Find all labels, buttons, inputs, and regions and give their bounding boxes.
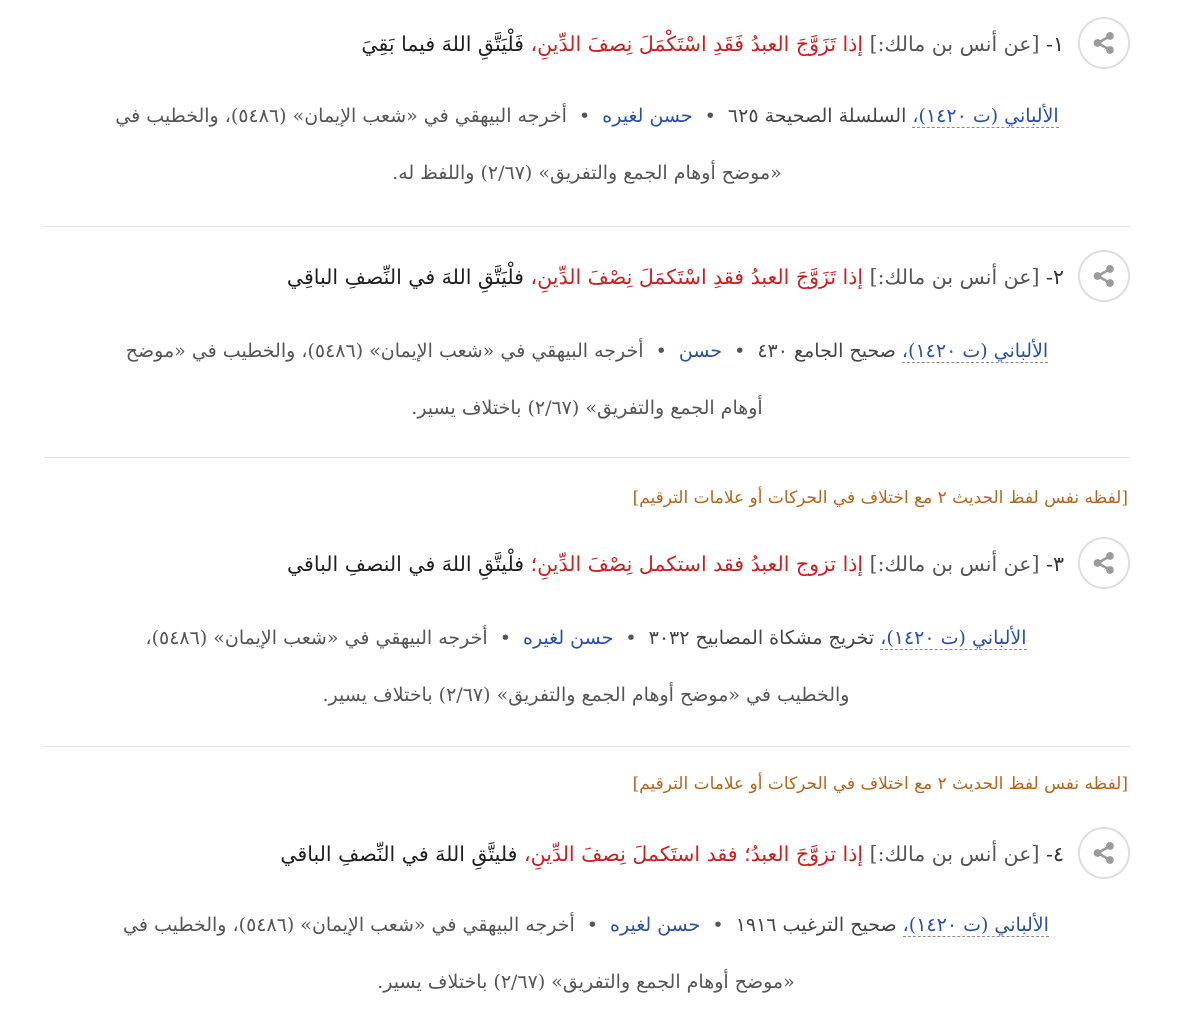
separator-dot: • [499, 627, 511, 649]
separator-dot: • [704, 105, 716, 127]
variant-note: [لفظه نفس لفظ الحديث ٢ مع اختلاف في الحركات أو علامات الترقيم] [632, 488, 1128, 508]
share-button[interactable] [1078, 250, 1130, 302]
share-button[interactable] [1078, 537, 1130, 589]
share-icon [1091, 263, 1117, 289]
takhrij-line [56, 897, 1116, 954]
hadith-results-list [44, 0, 1130, 1030]
narrator: [عن أنس بن مالك:] [869, 842, 1040, 866]
narrator: [عن أنس بن مالك:] [869, 265, 1040, 289]
takhrij-detail: أخرجه البيهقي في «شعب الإيمان» (٥٤٨٦)، والخطيب في [115, 105, 567, 127]
separator-dot: • [625, 627, 637, 649]
muhaddith-link[interactable]: الألباني (ت ١٤٢٠)، [901, 340, 1049, 362]
share-button[interactable] [1078, 17, 1130, 69]
muhaddith-link[interactable]: الألباني (ت ١٤٢٠)، [880, 627, 1027, 649]
takhrij [52, 88, 1122, 202]
hadith-rest: فَلْيَتَّقِ اللهَ فيما بَقِيَ [361, 32, 524, 56]
hadith-text [280, 839, 1064, 869]
takhrij-detail: أخرجه البيهقي في «شعب الإيمان» (٥٤٨٦)، [145, 627, 488, 649]
separator-dot: • [734, 340, 746, 362]
takhrij-continuation: والخطيب في «موضح أوهام الجمع والتفريق» (٢/٦٧) باختلاف يسير. [322, 684, 850, 706]
hadith-rest: فليتَّقِ اللهَ في النِّصفِ الباقي [280, 842, 518, 866]
muhaddith-link[interactable]: الألباني (ت ١٤٢٠)، [902, 914, 1049, 936]
book-source: السلسلة الصحيحة ٦٢٥ [727, 105, 907, 127]
hadith-entry [44, 227, 1130, 458]
hadith-entry [44, 747, 1130, 1030]
takhrij [52, 323, 1122, 437]
hadith-text [287, 549, 1064, 579]
takhrij-line [52, 88, 1122, 145]
hadith-text [361, 29, 1064, 59]
takhrij [66, 610, 1106, 724]
grade-link[interactable]: حسن [678, 340, 723, 362]
takhrij-continuation: «موضح أوهام الجمع والتفريق» (٢/٦٧) باختلاف يسير. [377, 971, 795, 993]
share-button[interactable] [1078, 827, 1130, 879]
takhrij-line [66, 610, 1106, 667]
takhrij [56, 897, 1116, 1011]
variant-note: [لفظه نفس لفظ الحديث ٢ مع اختلاف في الحركات أو علامات الترقيم] [632, 774, 1128, 794]
hadith-matn: إذا تزوَّجَ العبدُ؛ فقد استَكملَ نِصفَ الدِّينِ، [524, 842, 864, 866]
hadith-rest: فلْيتَّقِ اللهَ في النصفِ الباقي [286, 552, 525, 576]
book-source: صحيح الجامع ٤٣٠ [757, 340, 896, 362]
book-source: صحيح الترغيب ١٩١٦ [735, 914, 897, 936]
share-icon [1091, 840, 1117, 866]
hadith-number: ١- [1046, 32, 1064, 56]
narrator: [عن أنس بن مالك:] [869, 552, 1040, 576]
hadith-number: ٤- [1046, 842, 1064, 866]
share-icon [1091, 550, 1117, 576]
hadith-number: ٢- [1046, 265, 1064, 289]
share-icon [1091, 30, 1117, 56]
hadith-entry [44, 458, 1130, 747]
takhrij-continuation: «موضح أوهام الجمع والتفريق» (٢/٦٧) واللفظ له. [392, 162, 782, 184]
hadith-number: ٣- [1046, 552, 1064, 576]
takhrij-continuation: أوهام الجمع والتفريق» (٢/٦٧) باختلاف يسير. [411, 397, 763, 419]
muhaddith-link[interactable]: الألباني (ت ١٤٢٠)، [912, 105, 1059, 127]
grade-link[interactable]: حسن لغيره [602, 105, 693, 127]
hadith-text [287, 262, 1064, 292]
hadith-matn: إذا تزوج العبدُ فقد استكمل نِصْفَ الدِّينِ؛ [530, 552, 864, 576]
separator-dot: • [579, 105, 591, 127]
hadith-matn: إذا تَزَوَّجَ العبدُ فقدِ اسْتَكمَلَ نِصْفَ الدِّينِ، [530, 265, 864, 289]
grade-link[interactable]: حسن لغيره [523, 627, 614, 649]
separator-dot: • [586, 914, 598, 936]
hadith-rest: فلْيَتَّقِ اللهَ في النِّصفِ الباقِي [286, 265, 524, 289]
takhrij-detail: أخرجه البيهقي في «شعب الإيمان» (٥٤٨٦)، والخطيب في [123, 914, 575, 936]
grade-link[interactable]: حسن لغيره [610, 914, 701, 936]
narrator: [عن أنس بن مالك:] [869, 32, 1040, 56]
book-source: تخريج مشكاة المصابيح ٣٠٣٢ [648, 627, 875, 649]
separator-dot: • [655, 340, 667, 362]
hadith-entry [44, 0, 1130, 227]
takhrij-detail: أخرجه البيهقي في «شعب الإيمان» (٥٤٨٦)، والخطيب في «موضح [125, 340, 644, 362]
hadith-matn: إذا تَزَوَّجَ العبدُ فَقَدِ اسْتَكْمَلَ نِصفَ الدِّينِ، [530, 32, 864, 56]
separator-dot: • [712, 914, 724, 936]
takhrij-line [52, 323, 1122, 380]
